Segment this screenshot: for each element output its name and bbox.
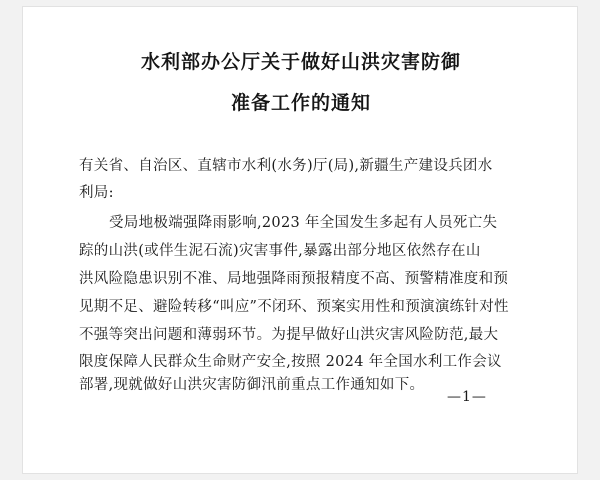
body-line-2: 踪的山洪(或伴生泥石流)灾害事件,暴露出部分地区依然存在山	[79, 243, 481, 259]
page-number: —1—	[447, 389, 487, 405]
body-line-5: 不强等突出问题和薄弱环节。为提早做好山洪灾害风险防范,最大	[79, 327, 499, 343]
document-title-line-1: 水利部办公厅关于做好山洪灾害防御	[140, 51, 461, 73]
body-line-7: 部署,现就做好山洪灾害防御汛前重点工作通知如下。	[79, 377, 425, 393]
body-line-6: 限度保障人民群众生命财产安全,按照 2024 年全国水利工作会议	[79, 354, 502, 370]
body-line-4: 见期不足、避险转移“叫应”不闭环、预案实用性和预演演练针对性	[79, 299, 509, 315]
body-line-1: 受局地极端强降雨影响,2023 年全国发生多起有人员死亡失	[109, 215, 498, 231]
salutation-line-1: 有关省、自治区、直辖市水利(水务)厅(局),新疆生产建设兵团水	[79, 158, 493, 174]
document-title-line-2: 准备工作的通知	[230, 92, 371, 114]
salutation-line-2: 利局:	[79, 185, 114, 201]
body-line-3: 洪风险隐患识别不准、局地强降雨预报精度不高、预警精准度和预	[79, 271, 509, 287]
document-page	[22, 6, 578, 474]
